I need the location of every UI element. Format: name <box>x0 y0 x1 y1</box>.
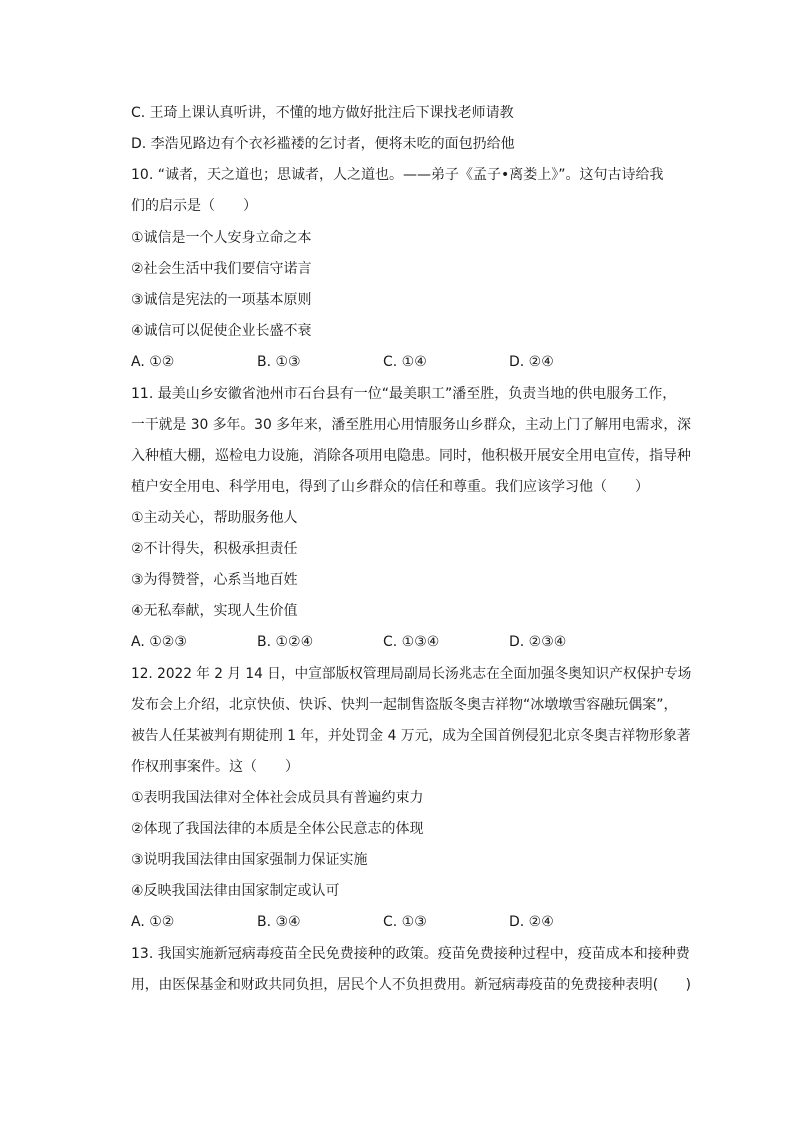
q9-option-c: C. 王琦上课认真听讲，不懂的地方做好批注后下课找老师请教 <box>131 105 514 121</box>
q12-stem-line-1: 12. 2022 年 2 月 14 日，中宣部版权管理局副局长汤兆志在全面加强冬奥知识产权保护专场 <box>131 666 692 682</box>
q12-options <box>131 912 691 932</box>
q10-item-4: ④诚信可以促使企业长盛不衰 <box>131 323 312 339</box>
q12-option-c: C. ①③ <box>383 914 427 930</box>
q11-stem-line-1: 11. 最美山乡安徽省池州市石台县有一位“最美职工”潘至胜，负责当地的供电服务工作， <box>131 386 677 402</box>
q10-options <box>131 352 691 372</box>
q9-option-d: D. 李浩见路边有个衣衫褴褛的乞讨者，便将未吃的面包扔给他 <box>131 136 515 152</box>
q11-option-c: C. ①③④ <box>383 634 440 650</box>
q11-item-3: ③为得赞誉，心系当地百姓 <box>131 572 298 588</box>
q10-option-c: C. ①④ <box>383 354 427 370</box>
q12-item-2: ②体现了我国法律的本质是全体公民意志的体现 <box>131 821 424 837</box>
q12-option-b: B. ③④ <box>257 914 301 930</box>
q12-item-4: ④反映我国法律由国家制定或认可 <box>131 883 340 899</box>
q10-option-d: D. ②④ <box>509 354 554 370</box>
q12-item-1: ①表明我国法律对全体社会成员具有普遍约束力 <box>131 790 424 806</box>
q10-stem-line-1: 10. “诚者，天之道也；思诚者，人之道也。——弟子《孟子•离娄上》”。这句古诗给我 <box>131 167 664 183</box>
q11-stem-line-4: 植户安全用电、科学用电，得到了山乡群众的信任和尊重。我们应该学习他（ ） <box>131 479 649 495</box>
q11-option-b: B. ①②④ <box>257 634 314 650</box>
q11-item-1: ①主动关心，帮助服务他人 <box>131 510 298 526</box>
q11-option-d: D. ②③④ <box>509 634 567 650</box>
q11-option-a: A. ①②③ <box>131 634 187 650</box>
q11-stem-line-3: 入种植大棚，巡检电力设施，消除各项用电隐患。同时，他积极开展安全用电宣传，指导种 <box>131 448 691 464</box>
q12-option-d: D. ②④ <box>509 914 554 930</box>
q11-options <box>131 632 691 652</box>
q12-stem-line-2: 发布会上介绍，北京快侦、快诉、快判一起制售盗版冬奥吉祥物“冰墩墩雪容融玩偶案”， <box>131 697 678 713</box>
q12-item-3: ③说明我国法律由国家强制力保证实施 <box>131 852 368 868</box>
q12-stem-line-4: 作权刑事案件。这（ ） <box>131 759 299 775</box>
q13-stem-line-2: 用，由医保基金和财政共同负担，居民个人不负担费用。新冠病毒疫苗的免费接种表明( ) <box>131 977 691 993</box>
q10-option-b: B. ①③ <box>257 354 301 370</box>
q10-item-1: ①诚信是一个人安身立命之本 <box>131 230 312 246</box>
q12-option-a: A. ①② <box>131 914 175 930</box>
q10-item-2: ②社会生活中我们要信守诺言 <box>131 261 312 277</box>
q10-stem-line-2: 们的启示是（ ） <box>131 198 257 214</box>
q10-item-3: ③诚信是宪法的一项基本原则 <box>131 292 312 308</box>
q13-stem-line-1: 13. 我国实施新冠病毒疫苗全民免费接种的政策。疫苗免费接种过程中，疫苗成本和接种费 <box>131 946 690 962</box>
q11-item-2: ②不计得失，积极承担责任 <box>131 541 298 557</box>
q10-option-a: A. ①② <box>131 354 175 370</box>
q11-item-4: ④无私奉献，实现人生价值 <box>131 603 298 619</box>
q11-stem-line-2: 一干就是 30 多年。30 多年来，潘至胜用心用情服务山乡群众，主动上门了解用电需求，深 <box>131 417 691 433</box>
q12-stem-line-3: 被告人任某被判有期徒刑 1 年，并处罚金 4 万元，成为全国首例侵犯北京冬奥吉祥物形象著 <box>131 728 691 744</box>
